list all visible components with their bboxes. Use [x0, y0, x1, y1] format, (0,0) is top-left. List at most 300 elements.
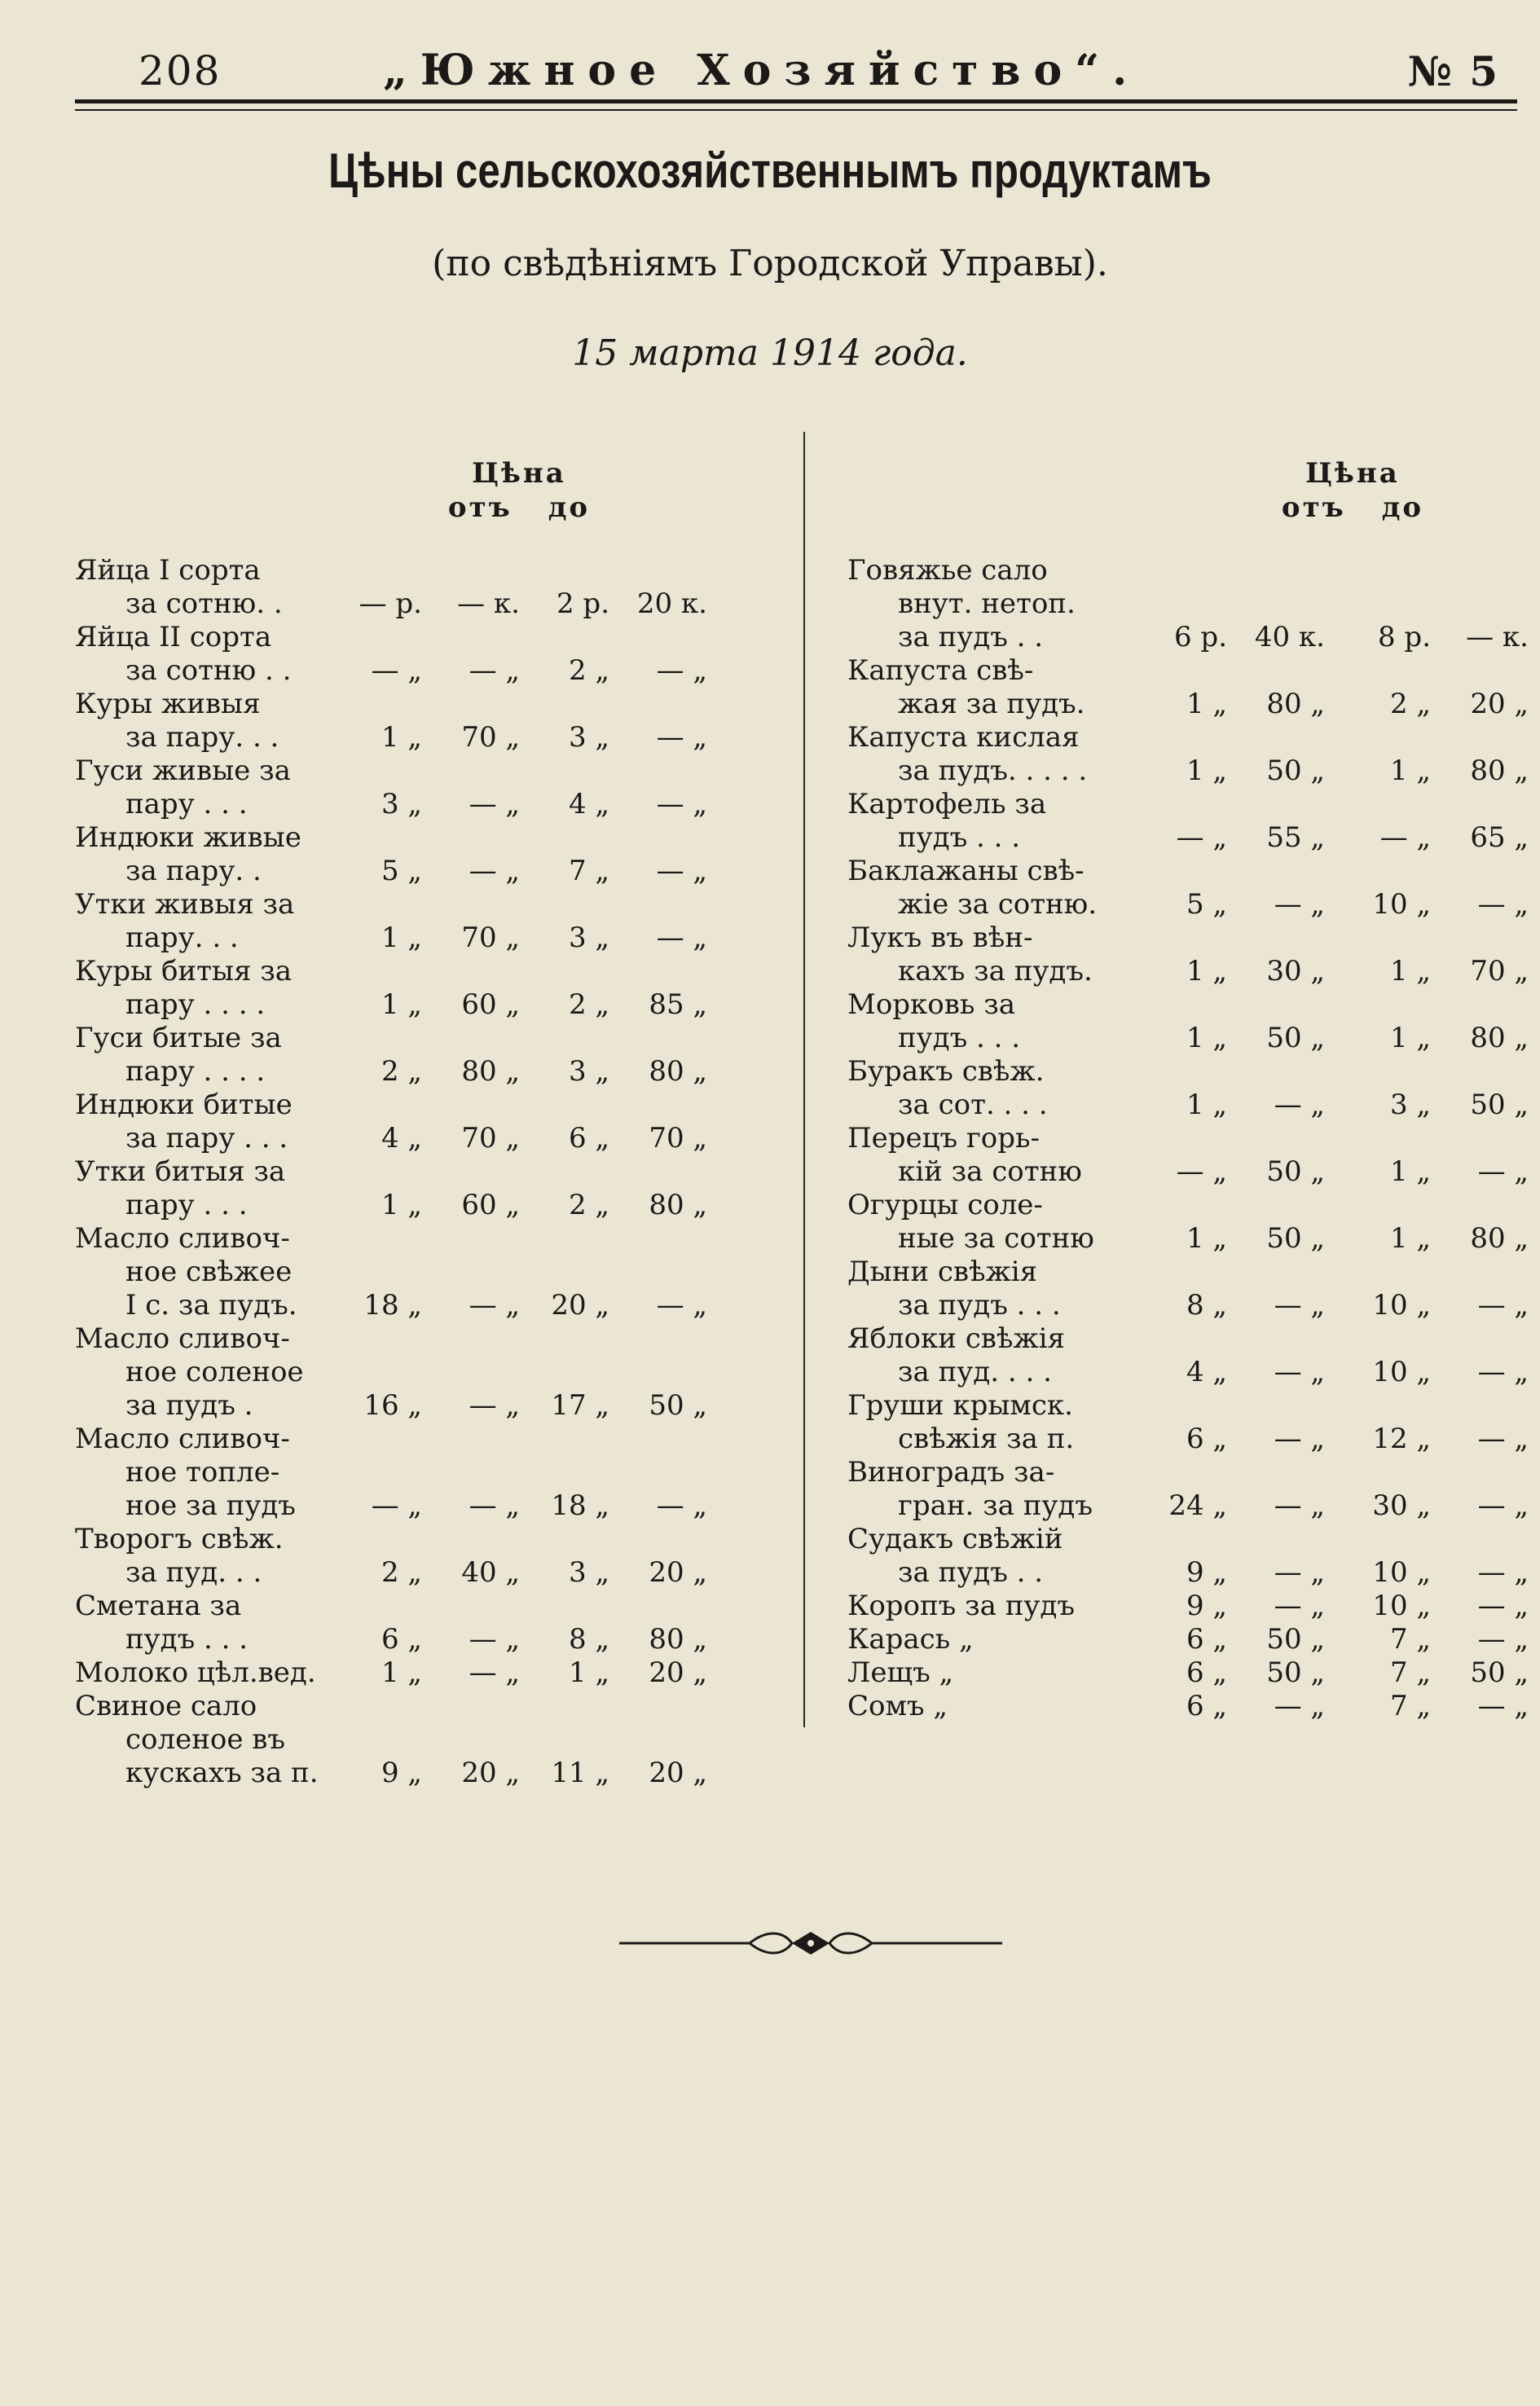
price-from-rubles: 9 „: [1186, 1590, 1227, 1622]
product-name-line: Куры живыя: [75, 688, 261, 720]
price-to-kopecks: 20 „: [649, 1757, 707, 1789]
price-from-rubles: 6 „: [1186, 1423, 1227, 1455]
product-name: [75, 1222, 319, 1322]
table-row: [847, 921, 1529, 988]
product-name: [847, 1656, 1097, 1690]
table-row: [75, 1155, 707, 1222]
price-to-kopecks: 70 „: [649, 1122, 707, 1155]
table-row: [75, 1322, 707, 1423]
product-name-line: за пудъ .: [125, 1389, 253, 1422]
table-row: [847, 1256, 1529, 1322]
price-from-kopecks: 30 „: [1266, 955, 1325, 987]
product-name: [75, 1155, 319, 1222]
product-name-line: за пуд. . .: [125, 1556, 262, 1589]
product-name-line: Гуси живые за: [75, 754, 291, 787]
price-from-rubles: 5 „: [1186, 888, 1227, 921]
page-subtitle: (по свѣдѣніямъ Городской Управы).: [432, 243, 1108, 284]
product-name-line: пару . . . .: [125, 988, 266, 1021]
price-to-rubles: 2 „: [568, 988, 609, 1021]
product-name-line: Картофель за: [847, 788, 1047, 820]
product-name: [847, 1690, 1097, 1723]
product-name-line: за пудъ . .: [898, 621, 1044, 653]
price-from-rubles: 6 „: [1186, 1690, 1227, 1722]
price-from-rubles: 9 „: [1186, 1556, 1227, 1589]
product-name-line: Масло сливоч-: [75, 1423, 290, 1455]
product-name-line: Карась „: [847, 1623, 974, 1656]
product-name-line: ные за сотню: [898, 1222, 1094, 1255]
product-name-line: внут. нетоп.: [898, 587, 1076, 620]
product-name-line: Морковь за: [847, 988, 1016, 1021]
price-from-rubles: — „: [371, 654, 422, 687]
price-to-kopecks: — „: [1477, 1623, 1529, 1656]
product-name-line: Капуста кислая: [847, 721, 1080, 754]
header-rule-thin: [75, 109, 1517, 111]
price-to-kopecks: 50 „: [1470, 1089, 1529, 1121]
price-from-rubles: 18 „: [363, 1289, 422, 1322]
price-to-rubles: 3 „: [568, 921, 609, 954]
price-from-rubles: 1 „: [1186, 1089, 1227, 1121]
price-to-kopecks: — „: [656, 788, 707, 820]
price-to-rubles: 18 „: [551, 1489, 609, 1522]
table-row: [75, 1590, 707, 1656]
price-from-kopecks: 70 „: [461, 721, 520, 754]
price-to-kopecks: — „: [1477, 1289, 1529, 1322]
price-to-rubles: 1 „: [568, 1656, 609, 1689]
table-row: [847, 1055, 1529, 1122]
product-name-line: за сотню. .: [125, 587, 283, 620]
price-to-rubles: 3 „: [568, 721, 609, 754]
price-from-kopecks: 50 „: [1266, 1155, 1325, 1188]
product-name: [75, 1590, 319, 1656]
price-to-kopecks: — „: [656, 921, 707, 954]
price-from-rubles: 2 „: [381, 1556, 422, 1589]
price-from-kopecks: 40 к.: [1254, 621, 1325, 653]
ornament-divider-icon: [619, 1927, 1002, 1960]
price-to-rubles: 1 „: [1389, 1155, 1431, 1188]
table-row: [75, 688, 707, 754]
price-to-kopecks: — „: [1477, 1590, 1529, 1622]
price-to-rubles: 7 „: [1389, 1623, 1431, 1656]
price-from-kopecks: 80 „: [1266, 688, 1325, 720]
product-name: [847, 554, 1097, 654]
price-from-rubles: 1 „: [381, 988, 422, 1021]
product-name: [847, 1322, 1097, 1389]
product-name: [847, 1590, 1097, 1623]
product-name: [75, 621, 319, 688]
product-name: [75, 888, 319, 955]
price-to-kopecks: 70 „: [1470, 955, 1529, 987]
price-from-kopecks: — „: [469, 1289, 520, 1322]
product-name-line: за пудъ . . .: [898, 1289, 1061, 1322]
product-name: [75, 688, 319, 754]
product-name: [847, 1189, 1097, 1256]
product-name: [75, 1089, 319, 1155]
product-name-line: Творогъ свѣж.: [75, 1523, 284, 1555]
product-name-line: Сомъ „: [847, 1690, 948, 1722]
price-to-kopecks: 80 „: [649, 1189, 707, 1221]
price-to-rubles: 6 „: [568, 1122, 609, 1155]
price-to-kopecks: 50 „: [649, 1389, 707, 1422]
price-from-kopecks: — „: [1274, 1489, 1325, 1522]
price-to-kopecks: 20 „: [649, 1656, 707, 1689]
price-to-kopecks: 20 „: [1470, 688, 1529, 720]
price-from-kopecks: — „: [1274, 1423, 1325, 1455]
product-name-line: пару . . .: [125, 1189, 248, 1221]
table-row: [75, 754, 707, 821]
table-row: [75, 1022, 707, 1089]
table-row: [75, 1222, 707, 1322]
price-from-rubles: — „: [371, 1489, 422, 1522]
price-from-rubles: 3 „: [381, 788, 422, 820]
product-name: [75, 1022, 319, 1089]
product-name-line: Лещъ „: [847, 1656, 954, 1689]
product-name-line: Утки битыя за: [75, 1155, 286, 1188]
table-row: [847, 788, 1529, 855]
product-name-line: пару. . .: [125, 921, 239, 954]
product-name: [75, 1690, 319, 1790]
price-table-left: [75, 554, 707, 1790]
product-name: [75, 754, 319, 821]
product-name-line: пудъ . . .: [898, 821, 1021, 854]
price-to-kopecks: — „: [656, 1289, 707, 1322]
table-row: [847, 1122, 1529, 1189]
table-row: [847, 654, 1529, 721]
product-name-line: ное топле-: [125, 1456, 280, 1489]
table-row: [75, 621, 707, 688]
price-to-kopecks: 80 „: [649, 1623, 707, 1656]
price-from-rubles: 4 „: [1186, 1356, 1227, 1388]
product-name-line: Молоко цѣл.вед.: [75, 1656, 316, 1689]
product-name-line: Лукъ въ вѣн-: [847, 921, 1033, 954]
product-name-line: за пуд. . . .: [898, 1356, 1052, 1388]
price-from-rubles: — „: [1176, 821, 1227, 854]
price-from-rubles: 5 „: [381, 855, 422, 887]
product-name-line: Перецъ горь-: [847, 1122, 1041, 1155]
product-name-line: Яблоки свѣжія: [847, 1322, 1066, 1355]
product-name: [75, 955, 319, 1022]
product-name-line: Виноградъ за-: [847, 1456, 1055, 1489]
price-to-kopecks: — „: [1477, 1423, 1529, 1455]
table-row: [847, 1389, 1529, 1456]
product-name-line: Масло сливоч-: [75, 1222, 290, 1255]
column-divider: [803, 432, 805, 1727]
product-name-line: Груши крымск.: [847, 1389, 1073, 1422]
product-name: [847, 1456, 1097, 1523]
price-to-kopecks: — „: [1477, 1690, 1529, 1722]
price-to-kopecks: 80 „: [649, 1055, 707, 1088]
price-from-rubles: 6 р.: [1173, 621, 1227, 653]
product-name-line: кахъ за пудъ.: [898, 955, 1093, 987]
table-row: [75, 821, 707, 888]
table-row: [75, 554, 707, 621]
product-name: [75, 1423, 319, 1523]
price-from-rubles: 1 „: [381, 1656, 422, 1689]
product-name-line: Огурцы соле-: [847, 1189, 1043, 1221]
product-name-line: Баклажаны свѣ-: [847, 855, 1085, 887]
product-name: [75, 554, 319, 621]
product-name-line: за пару. . .: [125, 721, 279, 754]
price-from-rubles: 1 „: [381, 921, 422, 954]
product-name: [847, 1055, 1097, 1122]
price-from-rubles: 16 „: [363, 1389, 422, 1422]
table-row: [847, 1456, 1529, 1523]
product-name-line: за сот. . . .: [898, 1089, 1048, 1121]
price-to-rubles: 3 „: [568, 1055, 609, 1088]
product-name: [75, 1322, 319, 1423]
from-header: отъ: [1281, 491, 1346, 524]
product-name: [847, 1523, 1097, 1590]
price-from-rubles: 24 „: [1168, 1489, 1227, 1522]
product-name-line: Буракъ свѣж.: [847, 1055, 1045, 1088]
product-name-line: гран. за пудъ: [898, 1489, 1093, 1522]
product-name: [847, 721, 1097, 788]
price-from-rubles: 9 „: [381, 1757, 422, 1789]
table-row: [847, 1623, 1529, 1656]
price-from-rubles: — „: [1176, 1155, 1227, 1188]
price-from-kopecks: 40 „: [461, 1556, 520, 1589]
column-header-right: [1271, 456, 1434, 525]
price-to-rubles: 30 „: [1372, 1489, 1431, 1522]
price-to-rubles: 10 „: [1372, 1356, 1431, 1388]
price-to-rubles: 7 „: [1389, 1690, 1431, 1722]
price-from-kopecks: — „: [469, 1623, 520, 1656]
price-from-kopecks: 50 „: [1266, 1022, 1325, 1054]
price-to-rubles: 8 р.: [1377, 621, 1431, 653]
magazine-title: „Южное Хозяйство“.: [383, 46, 1141, 95]
product-name-line: жіе за сотню.: [898, 888, 1098, 921]
price-from-kopecks: 50 „: [1266, 1623, 1325, 1656]
table-row: [847, 1656, 1529, 1690]
table-row: [847, 1322, 1529, 1389]
price-from-rubles: — р.: [359, 587, 422, 620]
product-name-line: Дыни свѣжія: [847, 1256, 1038, 1288]
price-from-kopecks: — к.: [457, 587, 520, 620]
price-from-rubles: 1 „: [1186, 754, 1227, 787]
product-name-line: Куры битыя за: [75, 955, 293, 987]
price-to-kopecks: — к.: [1466, 621, 1529, 653]
price-from-rubles: 8 „: [1186, 1289, 1227, 1322]
price-from-kopecks: — „: [469, 1656, 520, 1689]
price-to-rubles: 3 „: [568, 1556, 609, 1589]
product-name: [847, 988, 1097, 1055]
product-name: [847, 788, 1097, 855]
price-to-kopecks: 80 „: [1470, 754, 1529, 787]
product-name-line: Капуста свѣ-: [847, 654, 1034, 687]
table-row: [75, 1423, 707, 1523]
table-row: [75, 955, 707, 1022]
product-name: [847, 855, 1097, 921]
product-name-line: пару . . . .: [125, 1055, 266, 1088]
price-to-rubles: 11 „: [551, 1757, 609, 1789]
price-from-kopecks: — „: [1274, 1089, 1325, 1121]
price-from-rubles: 1 „: [1186, 1222, 1227, 1255]
product-name: [847, 1623, 1097, 1656]
to-header: до: [548, 491, 591, 524]
product-name-line: Яйца II сорта: [75, 621, 272, 653]
product-name-line: Гуси битые за: [75, 1022, 282, 1054]
price-header: Цѣна: [472, 457, 566, 490]
price-from-kopecks: — „: [1274, 1690, 1325, 1722]
price-to-rubles: 2 „: [568, 654, 609, 687]
price-from-kopecks: 70 „: [461, 921, 520, 954]
product-name-line: ное соленое: [125, 1356, 304, 1388]
price-to-kopecks: — „: [656, 855, 707, 887]
price-from-rubles: 2 „: [381, 1055, 422, 1088]
product-name-line: Свиное сало: [75, 1690, 257, 1722]
product-name-line: Утки живыя за: [75, 888, 295, 921]
price-from-kopecks: — „: [469, 855, 520, 887]
price-from-kopecks: 20 „: [461, 1757, 520, 1789]
table-row: [847, 988, 1529, 1055]
price-from-kopecks: — „: [1274, 1356, 1325, 1388]
product-name-line: Сметана за: [75, 1590, 242, 1622]
price-to-kopecks: — „: [656, 654, 707, 687]
product-name: [847, 1389, 1097, 1456]
price-from-rubles: 1 „: [1186, 1022, 1227, 1054]
price-to-rubles: 2 „: [568, 1189, 609, 1221]
report-date: 15 марта 1914 года.: [572, 332, 968, 374]
product-name-line: Говяжье сало: [847, 554, 1048, 587]
price-to-rubles: 10 „: [1372, 888, 1431, 921]
product-name-line: Яйца I сорта: [75, 554, 261, 587]
table-row: [847, 1690, 1529, 1723]
column-header-left: [438, 456, 601, 525]
price-to-rubles: 1 „: [1389, 1022, 1431, 1054]
product-name-line: ное за пудъ: [125, 1489, 296, 1522]
price-table-right: [847, 554, 1529, 1723]
price-from-kopecks: — „: [1274, 888, 1325, 921]
header-rule-thick: [75, 99, 1517, 103]
table-row: [75, 1690, 707, 1790]
price-to-rubles: 2 р.: [556, 587, 609, 620]
price-to-rubles: 1 „: [1389, 754, 1431, 787]
price-to-kopecks: — „: [1477, 1356, 1529, 1388]
table-row: [847, 1523, 1529, 1590]
price-to-kopecks: — „: [656, 721, 707, 754]
product-name-line: за пару . . .: [125, 1122, 288, 1155]
table-row: [847, 855, 1529, 921]
price-to-kopecks: 65 „: [1470, 821, 1529, 854]
price-from-rubles: 1 „: [1186, 955, 1227, 987]
price-to-kopecks: 50 „: [1470, 1656, 1529, 1689]
price-to-rubles: 4 „: [568, 788, 609, 820]
price-to-rubles: 20 „: [551, 1289, 609, 1322]
price-from-rubles: 6 „: [381, 1623, 422, 1656]
product-name-line: Коропъ за пудъ: [847, 1590, 1075, 1622]
price-to-rubles: 2 „: [1389, 688, 1431, 720]
product-name-line: кій за сотню: [898, 1155, 1082, 1188]
product-name: [847, 654, 1097, 721]
table-row: [847, 721, 1529, 788]
price-from-kopecks: 80 „: [461, 1055, 520, 1088]
product-name-line: кускахъ за п.: [125, 1757, 319, 1789]
product-name-line: соленое въ: [125, 1723, 286, 1756]
price-from-rubles: 1 „: [381, 721, 422, 754]
product-name-line: за пудъ. . . . .: [898, 754, 1088, 787]
price-from-kopecks: 60 „: [461, 988, 520, 1021]
price-to-rubles: 12 „: [1372, 1423, 1431, 1455]
price-from-kopecks: — „: [469, 654, 520, 687]
product-name: [75, 1656, 319, 1690]
product-name-line: пудъ . . .: [125, 1623, 249, 1656]
page-title: Цѣны сельскохозяйственнымъ продуктамъ: [328, 143, 1212, 198]
price-from-rubles: 1 „: [1186, 688, 1227, 720]
running-header: [139, 39, 1499, 104]
price-from-kopecks: 50 „: [1266, 1656, 1325, 1689]
price-from-kopecks: 50 „: [1266, 1222, 1325, 1255]
product-name-line: Масло сливоч-: [75, 1322, 290, 1355]
price-to-kopecks: — „: [1477, 1155, 1529, 1188]
price-to-rubles: 1 „: [1389, 955, 1431, 987]
price-from-kopecks: — „: [469, 788, 520, 820]
price-from-rubles: 1 „: [381, 1189, 422, 1221]
price-to-kopecks: — „: [1477, 888, 1529, 921]
price-to-rubles: 8 „: [568, 1623, 609, 1656]
to-header: до: [1381, 491, 1424, 524]
price-to-rubles: 10 „: [1372, 1590, 1431, 1622]
price-to-rubles: 7 „: [568, 855, 609, 887]
price-from-kopecks: 60 „: [461, 1189, 520, 1221]
price-to-rubles: 1 „: [1389, 1222, 1431, 1255]
product-name-line: Индюки битые: [75, 1089, 293, 1121]
price-from-kopecks: — „: [1274, 1590, 1325, 1622]
table-row: [75, 888, 707, 955]
price-from-kopecks: — „: [1274, 1289, 1325, 1322]
product-name-line: за сотню . .: [125, 654, 292, 687]
price-from-kopecks: — „: [1274, 1556, 1325, 1589]
product-name-line: пудъ . . .: [898, 1022, 1021, 1054]
price-from-rubles: 4 „: [381, 1122, 422, 1155]
product-name: [847, 921, 1097, 988]
price-to-kopecks: — „: [656, 1489, 707, 1522]
price-to-kopecks: 80 „: [1470, 1222, 1529, 1255]
product-name: [847, 1122, 1097, 1189]
price-to-rubles: 17 „: [551, 1389, 609, 1422]
product-name: [847, 1256, 1097, 1322]
product-name-line: I с. за пудъ.: [125, 1289, 297, 1322]
price-from-kopecks: 70 „: [461, 1122, 520, 1155]
product-name-line: ное свѣжее: [125, 1256, 293, 1288]
page-number: 208: [139, 47, 222, 95]
price-from-kopecks: 55 „: [1266, 821, 1325, 854]
price-to-kopecks: — „: [1477, 1556, 1529, 1589]
price-to-rubles: 7 „: [1389, 1656, 1431, 1689]
product-name: [75, 1523, 319, 1590]
product-name-line: за пару. .: [125, 855, 262, 887]
price-from-rubles: 6 „: [1186, 1623, 1227, 1656]
price-to-kopecks: 20 „: [649, 1556, 707, 1589]
table-row: [847, 554, 1529, 654]
issue-number: № 5: [1407, 47, 1499, 95]
product-name-line: Индюки живые: [75, 821, 301, 854]
table-row: [75, 1523, 707, 1590]
product-name-line: Судакъ свѣжій: [847, 1523, 1063, 1555]
price-to-kopecks: 80 „: [1470, 1022, 1529, 1054]
price-to-kopecks: — „: [1477, 1489, 1529, 1522]
product-name: [75, 821, 319, 888]
table-row: [847, 1189, 1529, 1256]
price-from-kopecks: 50 „: [1266, 754, 1325, 787]
price-to-rubles: — „: [1379, 821, 1431, 854]
price-header: Цѣна: [1305, 457, 1400, 490]
table-row: [75, 1089, 707, 1155]
product-name-line: пару . . .: [125, 788, 248, 820]
price-to-rubles: 3 „: [1389, 1089, 1431, 1121]
price-to-rubles: 10 „: [1372, 1289, 1431, 1322]
price-to-kopecks: 20 к.: [636, 587, 707, 620]
price-to-kopecks: 85 „: [649, 988, 707, 1021]
price-from-rubles: 6 „: [1186, 1656, 1227, 1689]
